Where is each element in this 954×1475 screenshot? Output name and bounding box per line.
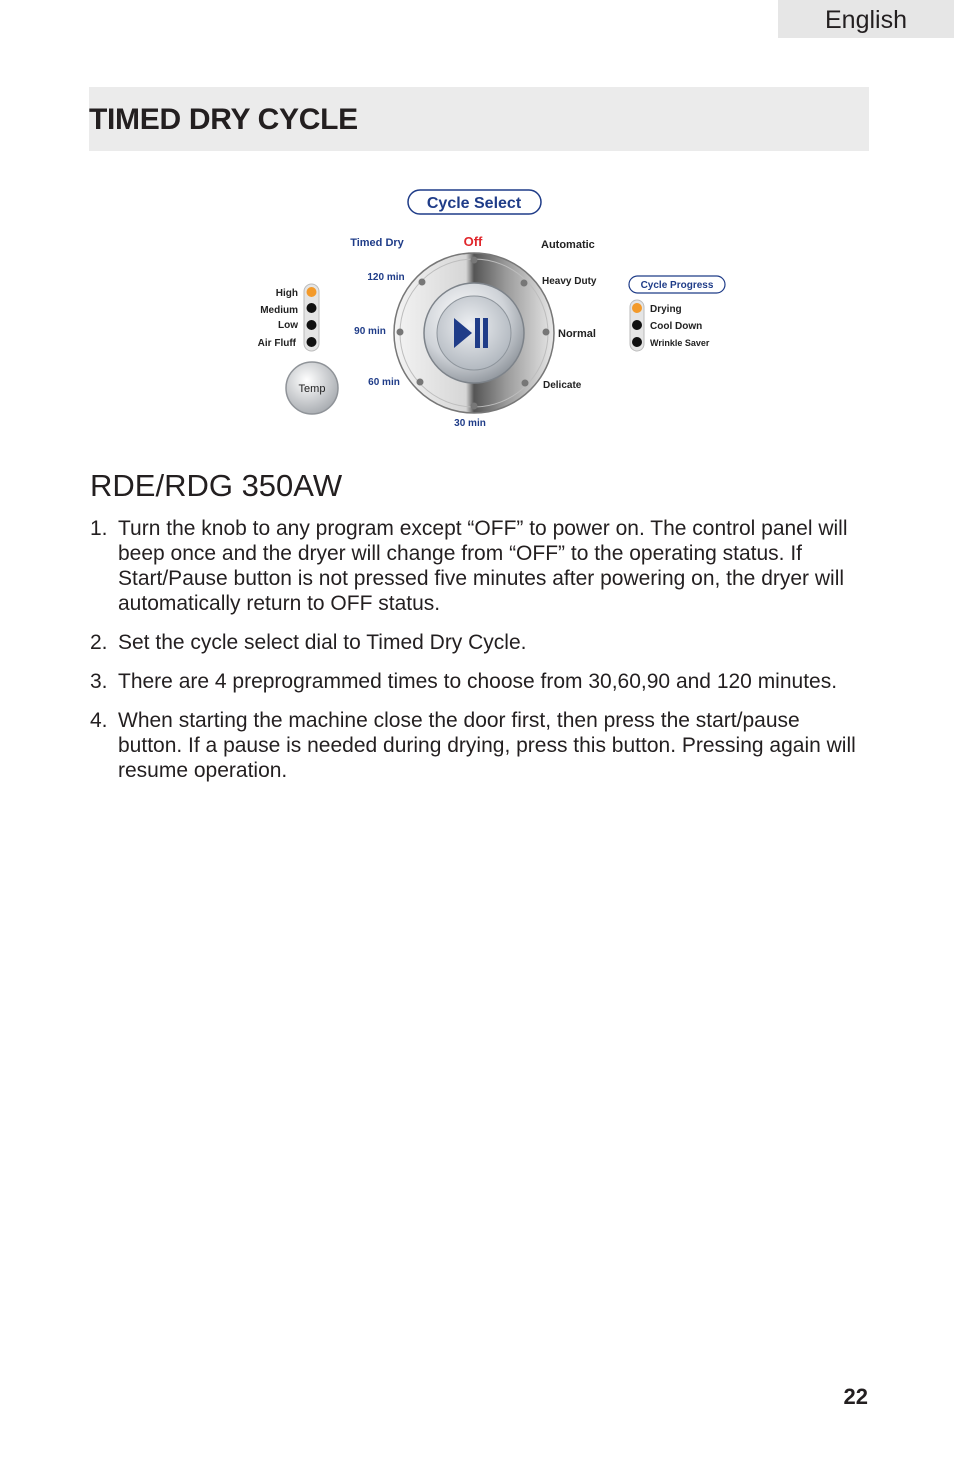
- instruction-step: [90, 669, 860, 694]
- temp-indicator-air-fluff: [307, 337, 317, 347]
- progress-step-drying: Drying: [650, 304, 682, 315]
- progress-step-wrinkle-saver: Wrinkle Saver: [650, 338, 710, 348]
- temp-button-label: Temp: [298, 383, 326, 395]
- temp-level-medium: Medium: [260, 305, 298, 316]
- step-number: 3.: [90, 670, 108, 693]
- temp-level-high: High: [275, 288, 298, 299]
- dial-tick-normal: [543, 329, 550, 336]
- dial-tick-120min: [419, 279, 426, 286]
- temp-indicator-high: [307, 287, 317, 297]
- step-number: 2.: [90, 631, 108, 654]
- step-number: 1.: [90, 517, 108, 540]
- off-label: Off: [463, 234, 483, 249]
- progress-indicator-drying: [632, 303, 642, 313]
- temp-indicator-medium: [307, 303, 317, 313]
- progress-step-cool-down: Cool Down: [650, 321, 703, 332]
- section-title: TIMED DRY CYCLE: [89, 103, 358, 136]
- step-text: When starting the machine close the door first, then press the start/pause button. If a pause is needed during drying, press this button. Pressing again will resume operation.: [118, 709, 856, 782]
- step-number: 4.: [90, 709, 108, 732]
- model-title: RDE/RDG 350AW: [90, 468, 343, 503]
- page-number: 22: [843, 1384, 868, 1409]
- dial-tick-heavy-duty: [521, 280, 528, 287]
- cycle-progress-label: Cycle Progress: [640, 280, 714, 291]
- language-tab: English: [778, 0, 954, 38]
- time-option-120: 120 min: [367, 272, 405, 283]
- automatic-label: Automatic: [541, 239, 595, 251]
- progress-indicator-wrinkle-saver: [632, 337, 642, 347]
- timed-dry-label: Timed Dry: [350, 237, 404, 249]
- control-panel-illustration: [240, 180, 740, 440]
- time-option-30: 30 min: [454, 418, 486, 429]
- instruction-step: [90, 708, 860, 783]
- auto-option-normal: Normal: [558, 328, 596, 340]
- temp-level-low: Low: [278, 320, 298, 331]
- dial-tick-30min: [471, 403, 478, 410]
- step-text: Set the cycle select dial to Timed Dry Cycle.: [118, 631, 527, 654]
- instruction-step: [90, 630, 860, 655]
- dial-tick-off: [471, 257, 478, 264]
- time-option-60: 60 min: [368, 377, 400, 388]
- dial-tick-90min: [397, 329, 404, 336]
- cycle-select-label: Cycle Select: [426, 195, 522, 212]
- dial-tick-60min: [417, 379, 424, 386]
- dial-tick-delicate: [522, 380, 529, 387]
- step-text: Turn the knob to any program except “OFF” to power on. The control panel will beep once and the dryer will change from “OFF” to the operating status. If Start/Pause button is not pressed five minutes after powering on, the dryer will automatically return to OFF status.: [118, 517, 848, 615]
- temp-level-air-fluff: Air Fluff: [257, 338, 296, 349]
- instruction-list: [90, 516, 860, 797]
- section-title-bar: [89, 87, 869, 151]
- start-pause-button: [437, 296, 511, 370]
- temp-indicator-low: [307, 320, 317, 330]
- step-text: There are 4 preprogrammed times to choose from 30,60,90 and 120 minutes.: [118, 670, 838, 693]
- time-option-90: 90 min: [354, 326, 386, 337]
- auto-option-delicate: Delicate: [543, 380, 582, 391]
- instruction-step: [90, 516, 860, 616]
- progress-indicator-cool-down: [632, 320, 642, 330]
- auto-option-heavy-duty: Heavy Duty: [542, 276, 597, 287]
